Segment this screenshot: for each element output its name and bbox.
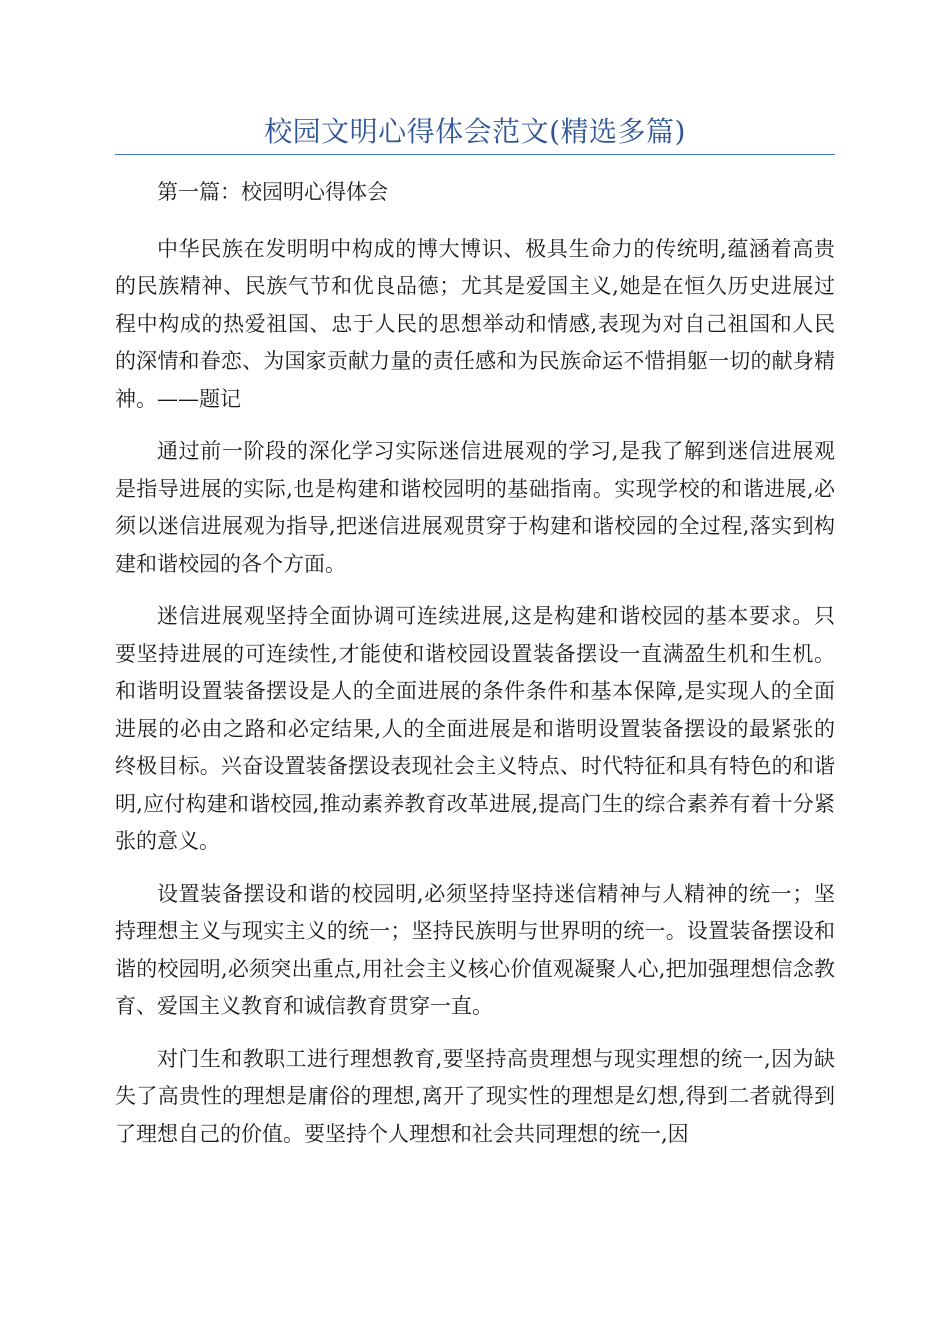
document-title: 校园文明心得体会范文(精选多篇) <box>264 115 686 148</box>
paragraph: 中华民族在发明明中构成的博大博识、极具生命力的传统明,蕴涵着高贵的民族精神、民族气节和优良品德；尤其是爱国主义,她是在恒久历史进展过程中构成的热爱祖国、忠于人民的思想举动和情感,表现为对自己祖国和人民的深情和眷恋、为国家贡献力量的责任感和为民族命运不惜捐躯一切的献身精神。——题记 <box>115 236 835 411</box>
document-body <box>115 174 835 1168</box>
paragraph: 对门生和教职工进行理想教育,要坚持高贵理想与现实理想的统一,因为缺失了高贵性的理想是庸俗的理想,离开了现实性的理想是幻想,得到二者就得到了理想自己的价值。要坚持个人理想和社会共同理想的统一,因 <box>115 1046 835 1146</box>
paragraph: 迷信进展观坚持全面协调可连续进展,这是构建和谐校园的基本要求。只要坚持进展的可连续性,才能使和谐校园设置装备摆设一直满盈生机和生机。和谐明设置装备摆设是人的全面进展的条件条件和基本保障,是实现人的全面进展的必由之路和必定结果,人的全面进展是和谐明设置装备摆设的最紧张的终极目标。兴奋设置装备摆设表现社会主义特点、时代特征和具有特色的和谐明,应付构建和谐校园,推动素养教育改革进展,提高门生的综合素养有着十分紧张的意义。 <box>115 604 835 853</box>
paragraph: 通过前一阶段的深化学习实际迷信进展观的学习,是我了解到迷信进展观是指导进展的实际,也是构建和谐校园明的基础指南。实现学校的和谐进展,必须以迷信进展观为指导,把迷信进展观贯穿于构建和谐校园的全过程,落实到构建和谐校园的各个方面。 <box>115 439 835 576</box>
section-heading: 第一篇：校园明心得体会 <box>157 180 388 204</box>
paragraph: 设置装备摆设和谐的校园明,必须坚持坚持迷信精神与人精神的统一；坚持理想主义与现实主义的统一；坚持民族明与世界明的统一。设置装备摆设和谐的校园明,必须突出重点,用社会主义核心价值观凝聚人心,把加强理想信念教育、爱国主义教育和诚信教育贯穿一直。 <box>115 881 835 1018</box>
title-underline <box>115 154 835 155</box>
